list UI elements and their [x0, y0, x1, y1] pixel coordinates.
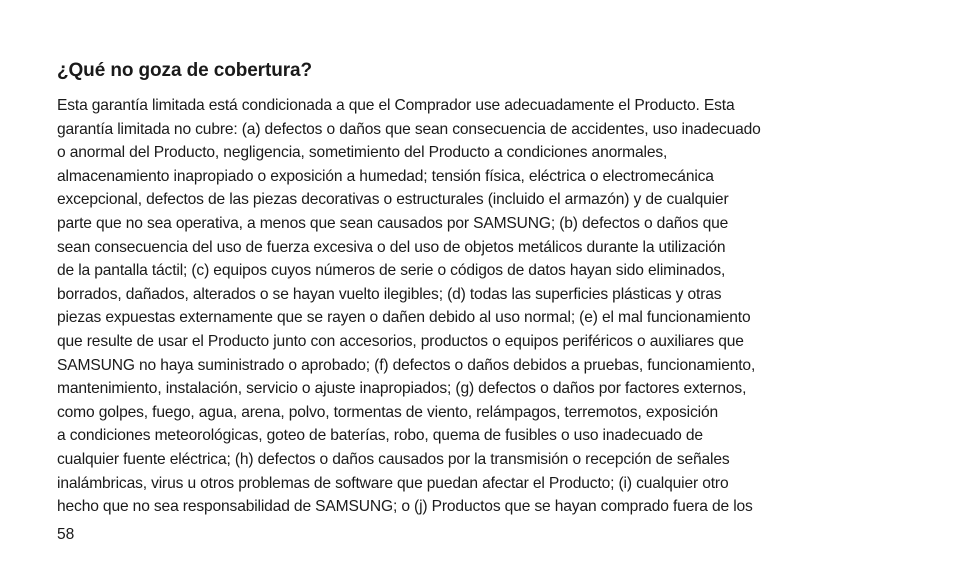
body-line: o anormal del Producto, negligencia, sometimiento del Producto a condiciones anormales,: [57, 144, 668, 162]
body-line: parte que no sea operativa, a menos que sean causados por SAMSUNG; (b) defectos o daños que: [57, 214, 729, 232]
body-line: sean consecuencia del uso de fuerza excesiva o del uso de objetos metálicos durante la utilización: [57, 238, 726, 256]
body-line: de la pantalla táctil; (c) equipos cuyos números de serie o códigos de datos hayan sido eliminados,: [57, 262, 726, 280]
body-line: a condiciones meteorológicas, goteo de baterías, robo, quema de fusibles o uso inadecuado de: [57, 427, 703, 445]
section-heading: ¿Qué no goza de cobertura?: [57, 60, 312, 81]
body-line: que resulte de usar el Producto junto con accesorios, productos o equipos periféricos o auxiliares que: [57, 332, 744, 350]
body-line: borrados, dañados, alterados o se hayan vuelto ilegibles; (d) todas las superficies plásticas y otras: [57, 285, 722, 303]
body-line: almacenamiento inapropiado o exposición a humedad; tensión física, eléctrica o electromecánica: [57, 167, 714, 185]
body-line: SAMSUNG no haya suministrado o aprobado; (f) defectos o daños debidos a pruebas, funcionamiento,: [57, 356, 756, 374]
document-page: [57, 58, 907, 519]
page-number: 58: [57, 526, 75, 543]
body-line: piezas expuestas externamente que se rayen o dañen debido al uso normal; (e) el mal funcionamiento: [57, 309, 751, 327]
body-line: garantía limitada no cubre: (a) defectos o daños que sean consecuencia de accidentes, uso inadecuado: [57, 120, 761, 138]
section-body: [57, 94, 907, 519]
body-line: como golpes, fuego, agua, arena, polvo, tormentas de viento, relámpagos, terremotos, exposición: [57, 403, 719, 421]
body-line: Esta garantía limitada está condicionada a que el Comprador use adecuadamente el Producto. Esta: [57, 97, 735, 114]
body-line: excepcional, defectos de las piezas decorativas o estructurales (incluido el armazón) y de cualquier: [57, 191, 729, 209]
body-line: inalámbricas, virus u otros problemas de software que puedan afectar el Producto; (i) cualquier otro: [57, 474, 729, 492]
body-line: hecho que no sea responsabilidad de SAMSUNG; o (j) Productos que se hayan comprado fuera de los: [57, 498, 753, 516]
body-line: cualquier fuente eléctrica; (h) defectos o daños causados por la transmisión o recepción de señales: [57, 450, 730, 468]
body-line: mantenimiento, instalación, servicio o ajuste inapropiados; (g) defectos o daños por factores externos,: [57, 380, 747, 398]
